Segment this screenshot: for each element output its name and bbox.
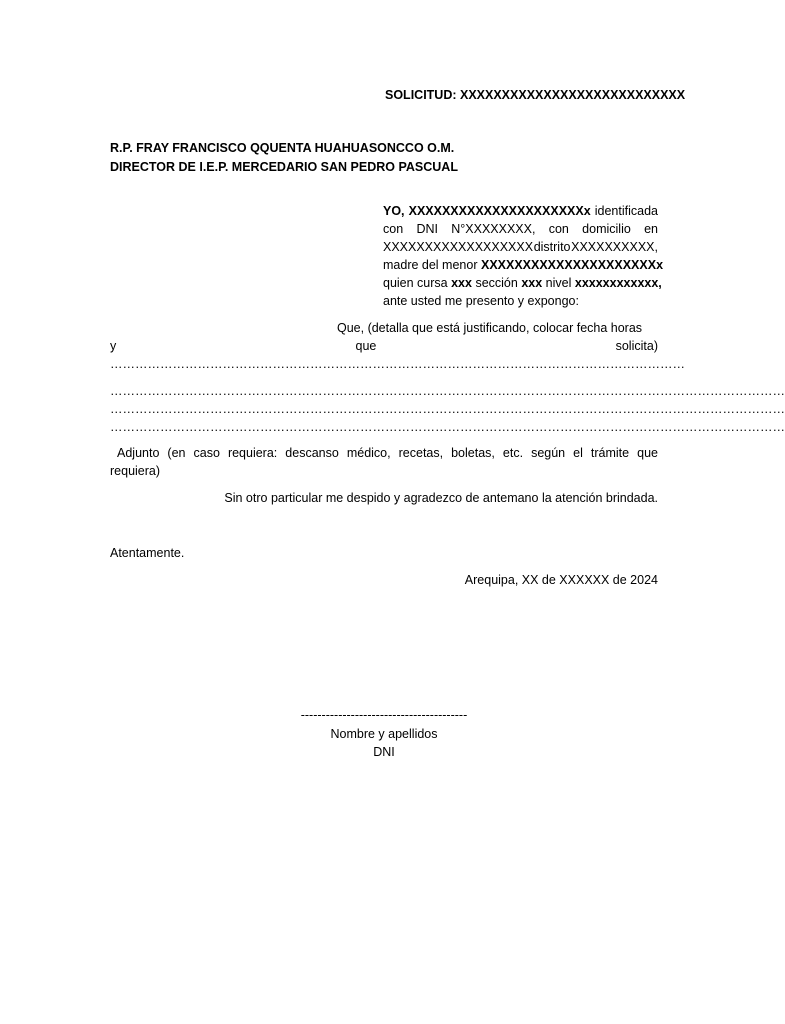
intro-text: sección xyxy=(475,276,518,290)
intro-child-placeholder: XXXXXXXXXXXXXXXXXXXXXx xyxy=(480,258,664,272)
recipient-line-1: R.P. FRAY FRANCISCO QQUENTA HUAHUASONCCO O.M. xyxy=(110,141,455,155)
intro-text: nivel xyxy=(545,276,572,290)
adjunto-word: etc. xyxy=(502,446,524,460)
recipient-line-2: DIRECTOR DE I.E.P. MERCEDARIO SAN PEDRO PASCUAL xyxy=(110,160,458,174)
adjunto-word: recetas, xyxy=(398,446,444,460)
intro-text: identificada xyxy=(594,204,658,218)
signature-name: Nombre y apellidos xyxy=(330,727,438,741)
adjunto-line-1 xyxy=(117,446,658,460)
intro-text: distrito xyxy=(533,240,571,254)
request-dotted-line: ………………………………………………………………………………………………………………………… xyxy=(110,357,685,371)
adjunto-word: requiera: xyxy=(227,446,278,460)
adjunto-word: boletas, xyxy=(451,446,495,460)
request-text: que xyxy=(355,339,377,353)
request-dotted-line: ……………………………………………………………………………………………………………………………………………… xyxy=(110,384,785,398)
signature-dni: DNI xyxy=(373,745,395,759)
intro-level-placeholder: xxxxxxxxxxxx, xyxy=(574,276,662,290)
adjunto-line-2: requiera) xyxy=(110,464,161,478)
intro-line-6: ante usted me presento y expongo: xyxy=(383,294,579,308)
intro-district-placeholder: XXXXXXXXXX, xyxy=(571,240,658,254)
intro-line-1 xyxy=(383,204,658,218)
adjunto-word: caso xyxy=(193,446,220,460)
intro-grade-placeholder: xxx xyxy=(451,276,472,290)
adjunto-word: el xyxy=(573,446,583,460)
intro-line-2 xyxy=(383,222,658,236)
intro-text: con xyxy=(383,222,404,236)
adjunto-word: que xyxy=(637,446,658,460)
intro-name-placeholder: XXXXXXXXXXXXXXXXXXXXXx xyxy=(408,204,591,218)
intro-text: DNI xyxy=(416,222,438,236)
intro-address-placeholder: XXXXXXXXXXXXXXXXXX xyxy=(383,240,534,254)
intro-text: madre del menor xyxy=(383,258,478,272)
request-line-2 xyxy=(110,339,658,353)
intro-line-4 xyxy=(383,258,663,272)
intro-line-3 xyxy=(383,240,658,254)
intro-text: con xyxy=(548,222,569,236)
adjunto-word: trámite xyxy=(590,446,630,460)
place-date: Arequipa, XX de XXXXXX de 2024 xyxy=(464,573,658,587)
adjunto-word: según xyxy=(531,446,566,460)
intro-dni-placeholder: N°XXXXXXXX, xyxy=(451,222,536,236)
intro-line-5 xyxy=(383,276,662,290)
request-line-1: Que, (detalla que está justificando, colocar fecha horas xyxy=(337,321,643,335)
request-dotted-line: ……………………………………………………………………………………………………………………………………………… xyxy=(110,420,785,434)
intro-text: en xyxy=(644,222,658,236)
intro-text: domicilio xyxy=(582,222,631,236)
adjunto-word: (en xyxy=(167,446,186,460)
signature-line: ---------------------------------------- xyxy=(300,708,468,722)
adjunto-word: descanso xyxy=(285,446,339,460)
adjunto-word: médico, xyxy=(346,446,391,460)
request-dotted-line: ……………………………………………………………………………………………………………………………………………… xyxy=(110,402,785,416)
solicitud-heading: SOLICITUD: XXXXXXXXXXXXXXXXXXXXXXXXXXX xyxy=(385,88,686,102)
intro-text: quien cursa xyxy=(383,276,448,290)
request-text: solicita) xyxy=(615,339,658,353)
closing-text: Sin otro particular me despido y agradezco de antemano la atención brindada. xyxy=(224,491,658,505)
atentamente-text: Atentamente. xyxy=(110,546,185,560)
request-text: y xyxy=(110,339,117,353)
intro-section-placeholder: xxx xyxy=(521,276,543,290)
adjunto-word: Adjunto xyxy=(117,446,160,460)
intro-text: YO, xyxy=(383,204,405,218)
